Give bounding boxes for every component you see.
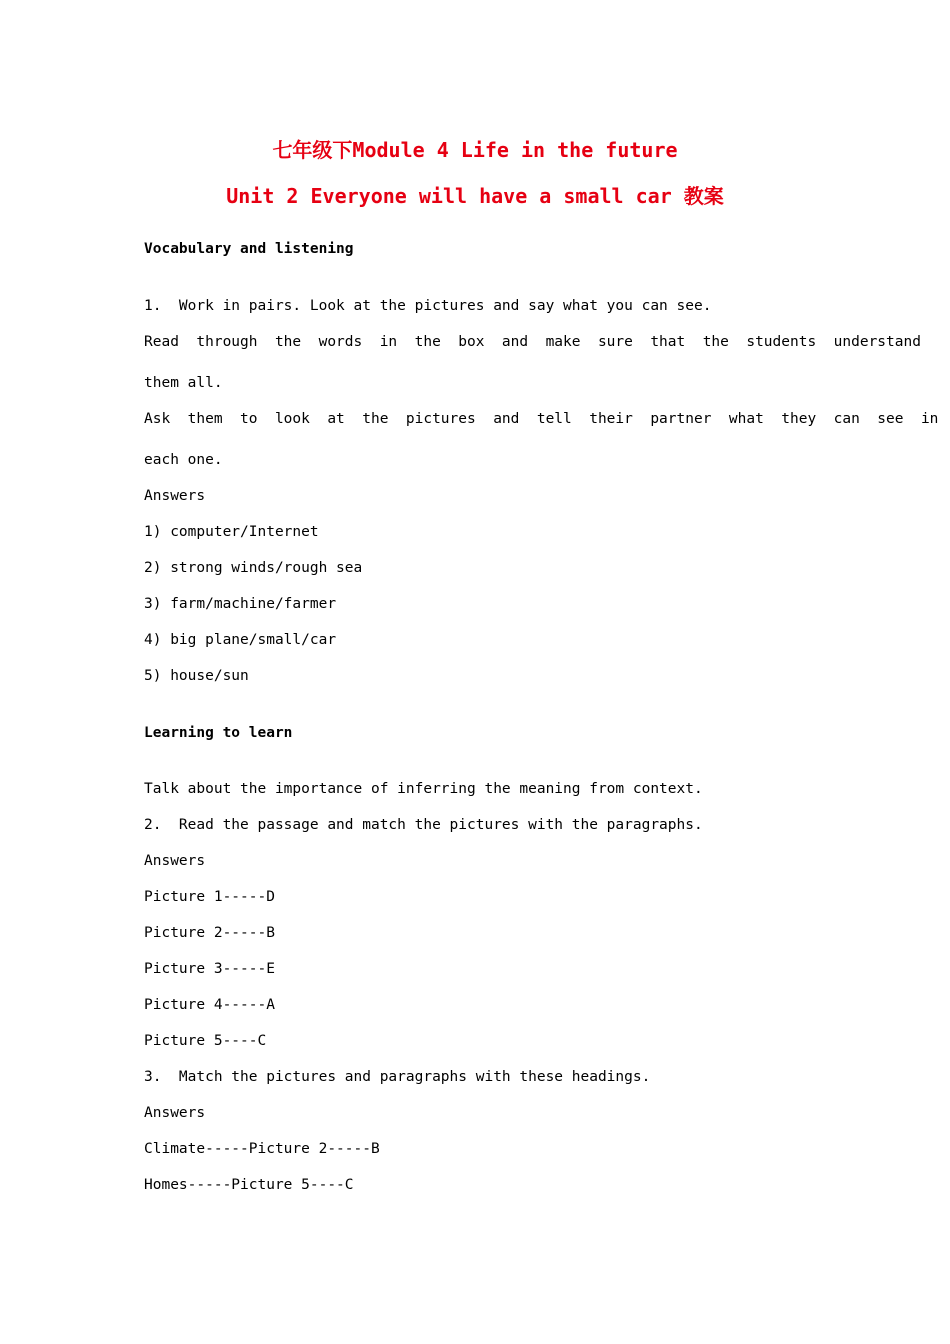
paragraph-read-line-1: Read through the words in the box and make sure that the students understand <box>144 334 921 350</box>
answers-label: Answers <box>144 488 206 504</box>
paragraph-ask-line-2: each one. <box>144 452 223 468</box>
answers-label: Answers <box>144 853 206 869</box>
answer-item: Homes-----Picture 5----C <box>144 1177 354 1193</box>
paragraph-ask-line-1: Ask them to look at the pictures and tell their partner what they can see in <box>144 411 939 427</box>
answer-item: Picture 4-----A <box>144 997 275 1013</box>
answer-item: Picture 2-----B <box>144 925 275 941</box>
answer-item: Climate-----Picture 2-----B <box>144 1141 380 1157</box>
section-heading-vocabulary: Vocabulary and listening <box>144 241 354 257</box>
step-1-instruction: 1. Work in pairs. Look at the pictures and say what you can see. <box>144 298 712 314</box>
step-2-instruction: 2. Read the passage and match the pictures with the paragraphs. <box>144 817 703 833</box>
document-subtitle: Unit 2 Everyone will have a small car 教案 <box>226 184 724 208</box>
document-title: 七年级下Module 4 Life in the future <box>272 138 678 162</box>
answer-item: 4) big plane/small/car <box>144 632 337 648</box>
answer-item: Picture 3-----E <box>144 961 275 977</box>
answer-item: 2) strong winds/rough sea <box>144 560 363 576</box>
paragraph-read-line-2: them all. <box>144 375 223 391</box>
answers-label: Answers <box>144 1105 206 1121</box>
answer-item: 5) house/sun <box>144 668 249 684</box>
answer-item: 3) farm/machine/farmer <box>144 596 337 612</box>
step-3-instruction: 3. Match the pictures and paragraphs with these headings. <box>144 1069 651 1085</box>
answer-item: Picture 1-----D <box>144 889 275 905</box>
answer-item: 1) computer/Internet <box>144 524 319 540</box>
learning-intro: Talk about the importance of inferring the meaning from context. <box>144 781 703 797</box>
answer-item: Picture 5----C <box>144 1033 267 1049</box>
section-heading-learning: Learning to learn <box>144 725 293 741</box>
